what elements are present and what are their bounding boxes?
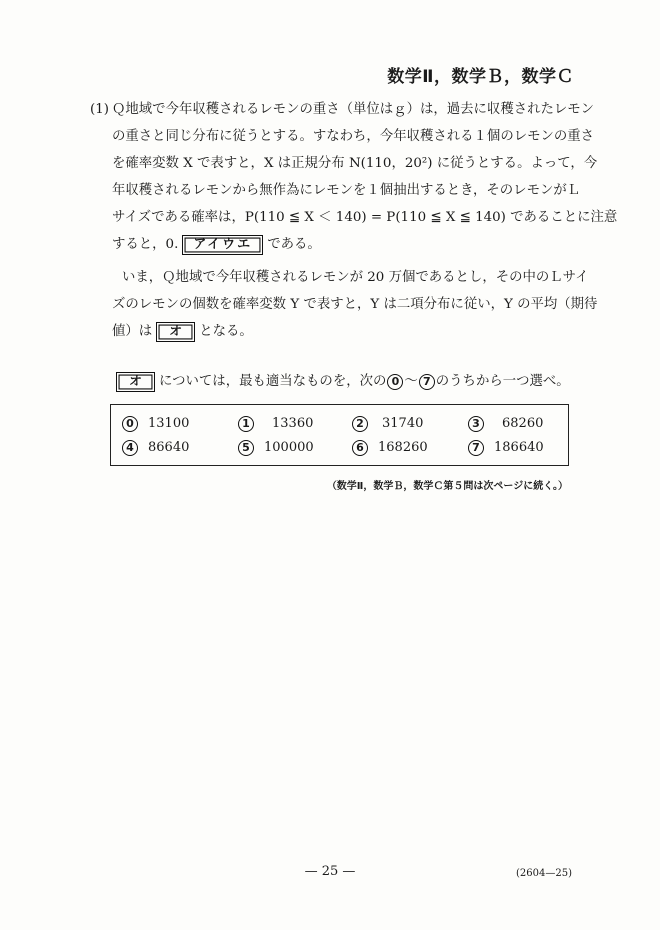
- answer-box-o-label: オ: [116, 372, 155, 392]
- page-code: (2604—25): [516, 868, 572, 879]
- problem-text: である。: [267, 237, 321, 252]
- problem-line: [90, 96, 595, 123]
- circled-number-icon: 7: [419, 374, 435, 390]
- circled-number-icon: 6: [352, 440, 368, 456]
- choice-option[interactable]: [467, 438, 544, 458]
- choice-option[interactable]: [467, 414, 543, 434]
- choice-value: 13360: [272, 416, 314, 431]
- circled-number-icon: 7: [468, 440, 484, 456]
- choice-option[interactable]: [121, 438, 189, 458]
- choice-option[interactable]: [121, 414, 189, 434]
- problem-line: の重さと同じ分布に従うとする。すなわち，今年収穫される１個のレモンの重さ: [112, 129, 595, 144]
- circled-number-icon: 0: [387, 374, 403, 390]
- problem-text: Ｑ地域で今年収穫されるレモンの重さ（単位はｇ）は，過去に収穫されたレモン: [112, 102, 595, 117]
- problem-line: サイズである確率は，P(110 ≦ X ＜ 140) = P(110 ≦ X ≦ 140) であることに注意: [112, 210, 618, 225]
- choice-value: 68260: [502, 416, 544, 431]
- circled-number-icon: 0: [122, 416, 138, 432]
- problem-text: となる。: [199, 324, 253, 339]
- page-number: — 25 —: [304, 864, 356, 879]
- subject-header: 数学Ⅱ，数学Ｂ，数学Ｃ: [387, 67, 574, 87]
- problem-line: を確率変数 X で表すと，X は正規分布 N(110，20²) に従うとする。よって，今: [112, 156, 598, 171]
- problem-1: [90, 96, 618, 345]
- prompt-text: については，最も適当なものを，次の: [159, 374, 387, 389]
- problem-line: [90, 231, 585, 258]
- problem-number: (1): [90, 102, 109, 117]
- choice-option[interactable]: [237, 438, 314, 458]
- problem-line: [90, 318, 585, 345]
- prompt-tilde: ～: [404, 374, 418, 389]
- circled-number-icon: 4: [122, 440, 138, 456]
- problem-line: 年収穫されるレモンから無作為にレモンを１個抽出するとき，そのレモンがＬ: [112, 183, 581, 198]
- circled-number-icon: 1: [238, 416, 254, 432]
- choice-option[interactable]: [237, 414, 313, 434]
- problem-line: いま，Ｑ地域で今年収穫されるレモンが 20 万個であるとし，その中のＬサイ: [122, 270, 589, 285]
- choice-option[interactable]: [351, 414, 423, 434]
- circled-number-icon: 2: [352, 416, 368, 432]
- problem-text: すると，0.: [112, 237, 179, 252]
- choice-prompt: [112, 370, 570, 394]
- choice-value: 31740: [382, 416, 424, 431]
- choice-value: 168260: [378, 440, 428, 455]
- circled-number-icon: 3: [468, 416, 484, 432]
- prompt-text: のうちから一つ選べ。: [435, 374, 570, 389]
- continue-note: （数学Ⅱ，数学Ｂ，数学Ｃ第５問は次ページに続く。）: [326, 481, 568, 492]
- choice-value: 186640: [494, 440, 544, 455]
- answer-box-o[interactable]: オ: [156, 322, 195, 342]
- circled-number-icon: 5: [238, 440, 254, 456]
- choices-box: [110, 404, 569, 466]
- answer-box-aiue[interactable]: アイウエ: [182, 235, 263, 255]
- choice-value: 100000: [264, 440, 314, 455]
- problem-text: 値）は: [112, 324, 153, 339]
- choice-value: 86640: [148, 440, 190, 455]
- choice-option[interactable]: [351, 438, 428, 458]
- choice-value: 13100: [148, 416, 190, 431]
- problem-line: ズのレモンの個数を確率変数 Y で表すと，Y は二項分布に従い，Y の平均（期待: [112, 297, 598, 312]
